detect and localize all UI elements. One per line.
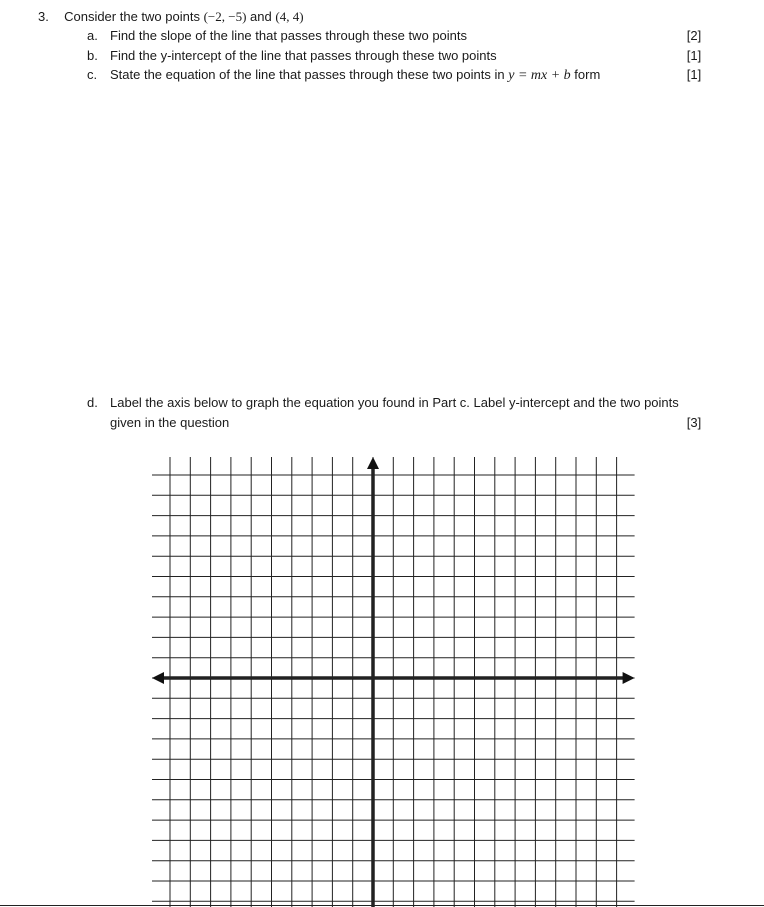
part-b-letter: b. <box>87 48 98 63</box>
part-d-marks: [3] <box>686 415 702 430</box>
part-a-letter: a. <box>87 28 98 43</box>
part-c-marks: [1] <box>686 67 702 82</box>
y-axis-top-arrow <box>367 457 379 469</box>
part-c-suffix: form <box>574 67 601 82</box>
part-c-equation: y = mx + b <box>508 68 571 83</box>
part-a-marks: [2] <box>686 28 702 43</box>
question-number: 3. <box>38 9 49 24</box>
point-one: (−2, −5) <box>203 9 247 24</box>
part-d-line-1: Label the axis below to graph the equation you found in Part c. Label y-intercept and the two points <box>110 395 679 410</box>
part-d-line-2: given in the question <box>110 415 230 430</box>
part-a-text: Find the slope of the line that passes through these two points <box>110 28 468 43</box>
part-c-text: State the equation of the line that passes through these two points in <box>110 67 505 82</box>
and-word: and <box>250 9 272 24</box>
point-two: (4, 4) <box>275 9 304 24</box>
x-axis-right-arrow <box>623 672 635 684</box>
page-bottom-border <box>0 905 764 906</box>
part-c-letter: c. <box>87 67 98 82</box>
question-intro: Consider the two points <box>64 9 200 24</box>
x-axis-left-arrow <box>152 672 164 684</box>
part-b-marks: [1] <box>686 48 702 63</box>
part-d-letter: d. <box>87 395 98 410</box>
part-b-text: Find the y-intercept of the line that passes through these two points <box>110 48 497 63</box>
